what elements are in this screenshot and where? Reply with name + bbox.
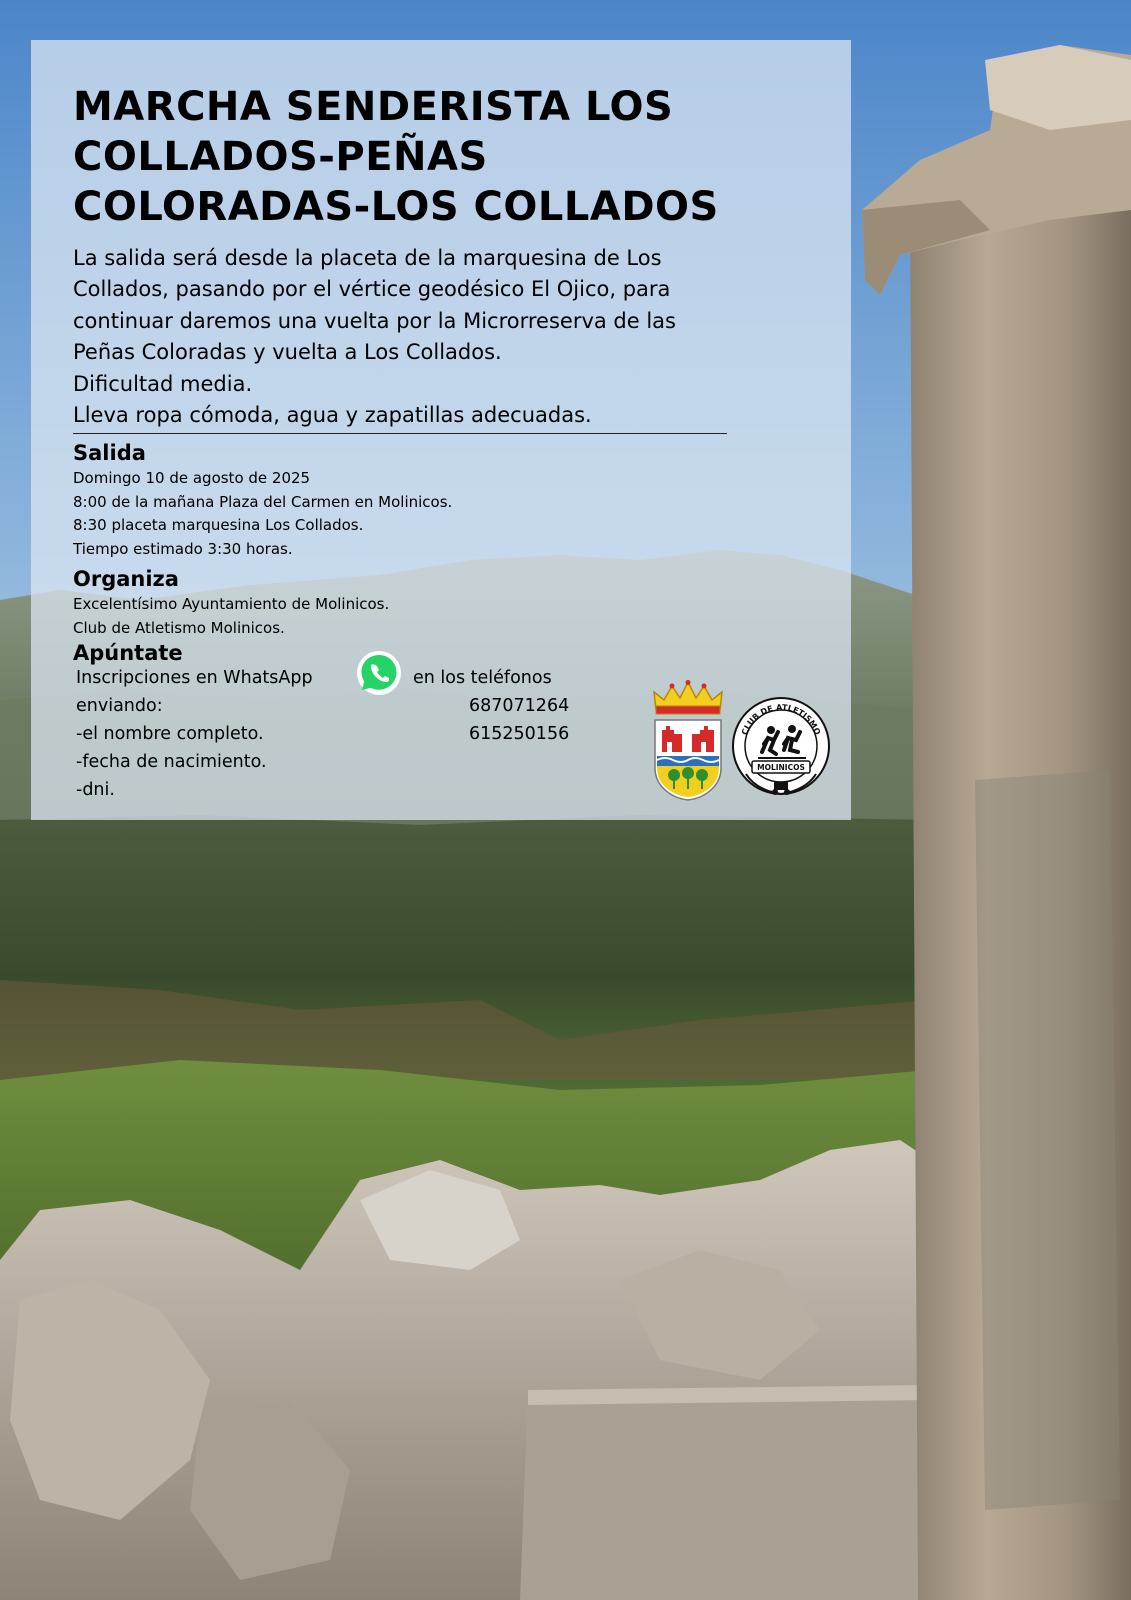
organizer-1: Excelentísimo Ayuntamiento de Molinicos. <box>73 595 390 613</box>
equipment-text: Lleva ropa cómoda, agua y zapatillas adecuadas. <box>73 403 592 428</box>
registration-line: Inscripciones en WhatsApp <box>76 668 313 688</box>
registration-line: -el nombre completo. <box>76 724 264 744</box>
difficulty-text: Dificultad media. <box>73 371 253 396</box>
event-description <box>73 243 676 431</box>
organiza-heading: Organiza <box>73 567 179 591</box>
salida-date: Domingo 10 de agosto de 2025 <box>73 469 311 487</box>
club-logo-bottom-text: MOLINICOS <box>757 763 805 772</box>
whatsapp-icon <box>356 650 402 696</box>
description-line: Collados, pasando por el vértice geodésico El Ojico, para <box>73 277 671 302</box>
divider <box>73 433 727 434</box>
salida-time-1: 8:00 de la mañana Plaza del Carmen en Molinicos. <box>73 492 453 511</box>
salida-time-2: 8:30 placeta marquesina Los Collados. <box>73 516 364 534</box>
event-title <box>73 82 719 232</box>
coat-of-arms-logo <box>650 680 726 802</box>
salida-heading: Salida <box>73 441 146 465</box>
organiza-details <box>73 593 389 640</box>
registration-line: -fecha de nacimiento. <box>76 752 267 772</box>
registration-details <box>76 664 313 804</box>
title-line-2: COLLADOS-PEÑAS <box>73 134 488 180</box>
description-line: La salida será desde la placeta de la marquesina de Los <box>73 246 662 270</box>
registration-line: enviando: <box>76 696 163 716</box>
description-line: Peñas Coloradas y vuelta a Los Collados. <box>73 340 502 365</box>
club-atletismo-logo <box>728 694 834 800</box>
phone-number-2: 615250156 <box>469 724 570 744</box>
phones-intro: en los teléfonos <box>413 668 552 688</box>
title-line-3: COLORADAS-LOS COLLADOS <box>73 184 719 230</box>
club-logo-top-text: CLUB DE ATLETISMO <box>739 702 823 737</box>
phone-number-1: 687071264 <box>469 696 570 716</box>
salida-details <box>73 467 452 561</box>
description-line: continuar daremos una vuelta por la Microrreserva de las <box>73 308 676 333</box>
salida-duration: Tiempo estimado 3:30 horas. <box>73 539 293 558</box>
organizer-2: Club de Atletismo Molinicos. <box>73 618 285 637</box>
apuntate-heading: Apúntate <box>73 641 183 665</box>
title-line-1: MARCHA SENDERISTA LOS <box>73 84 674 130</box>
registration-line: -dni. <box>76 780 115 800</box>
